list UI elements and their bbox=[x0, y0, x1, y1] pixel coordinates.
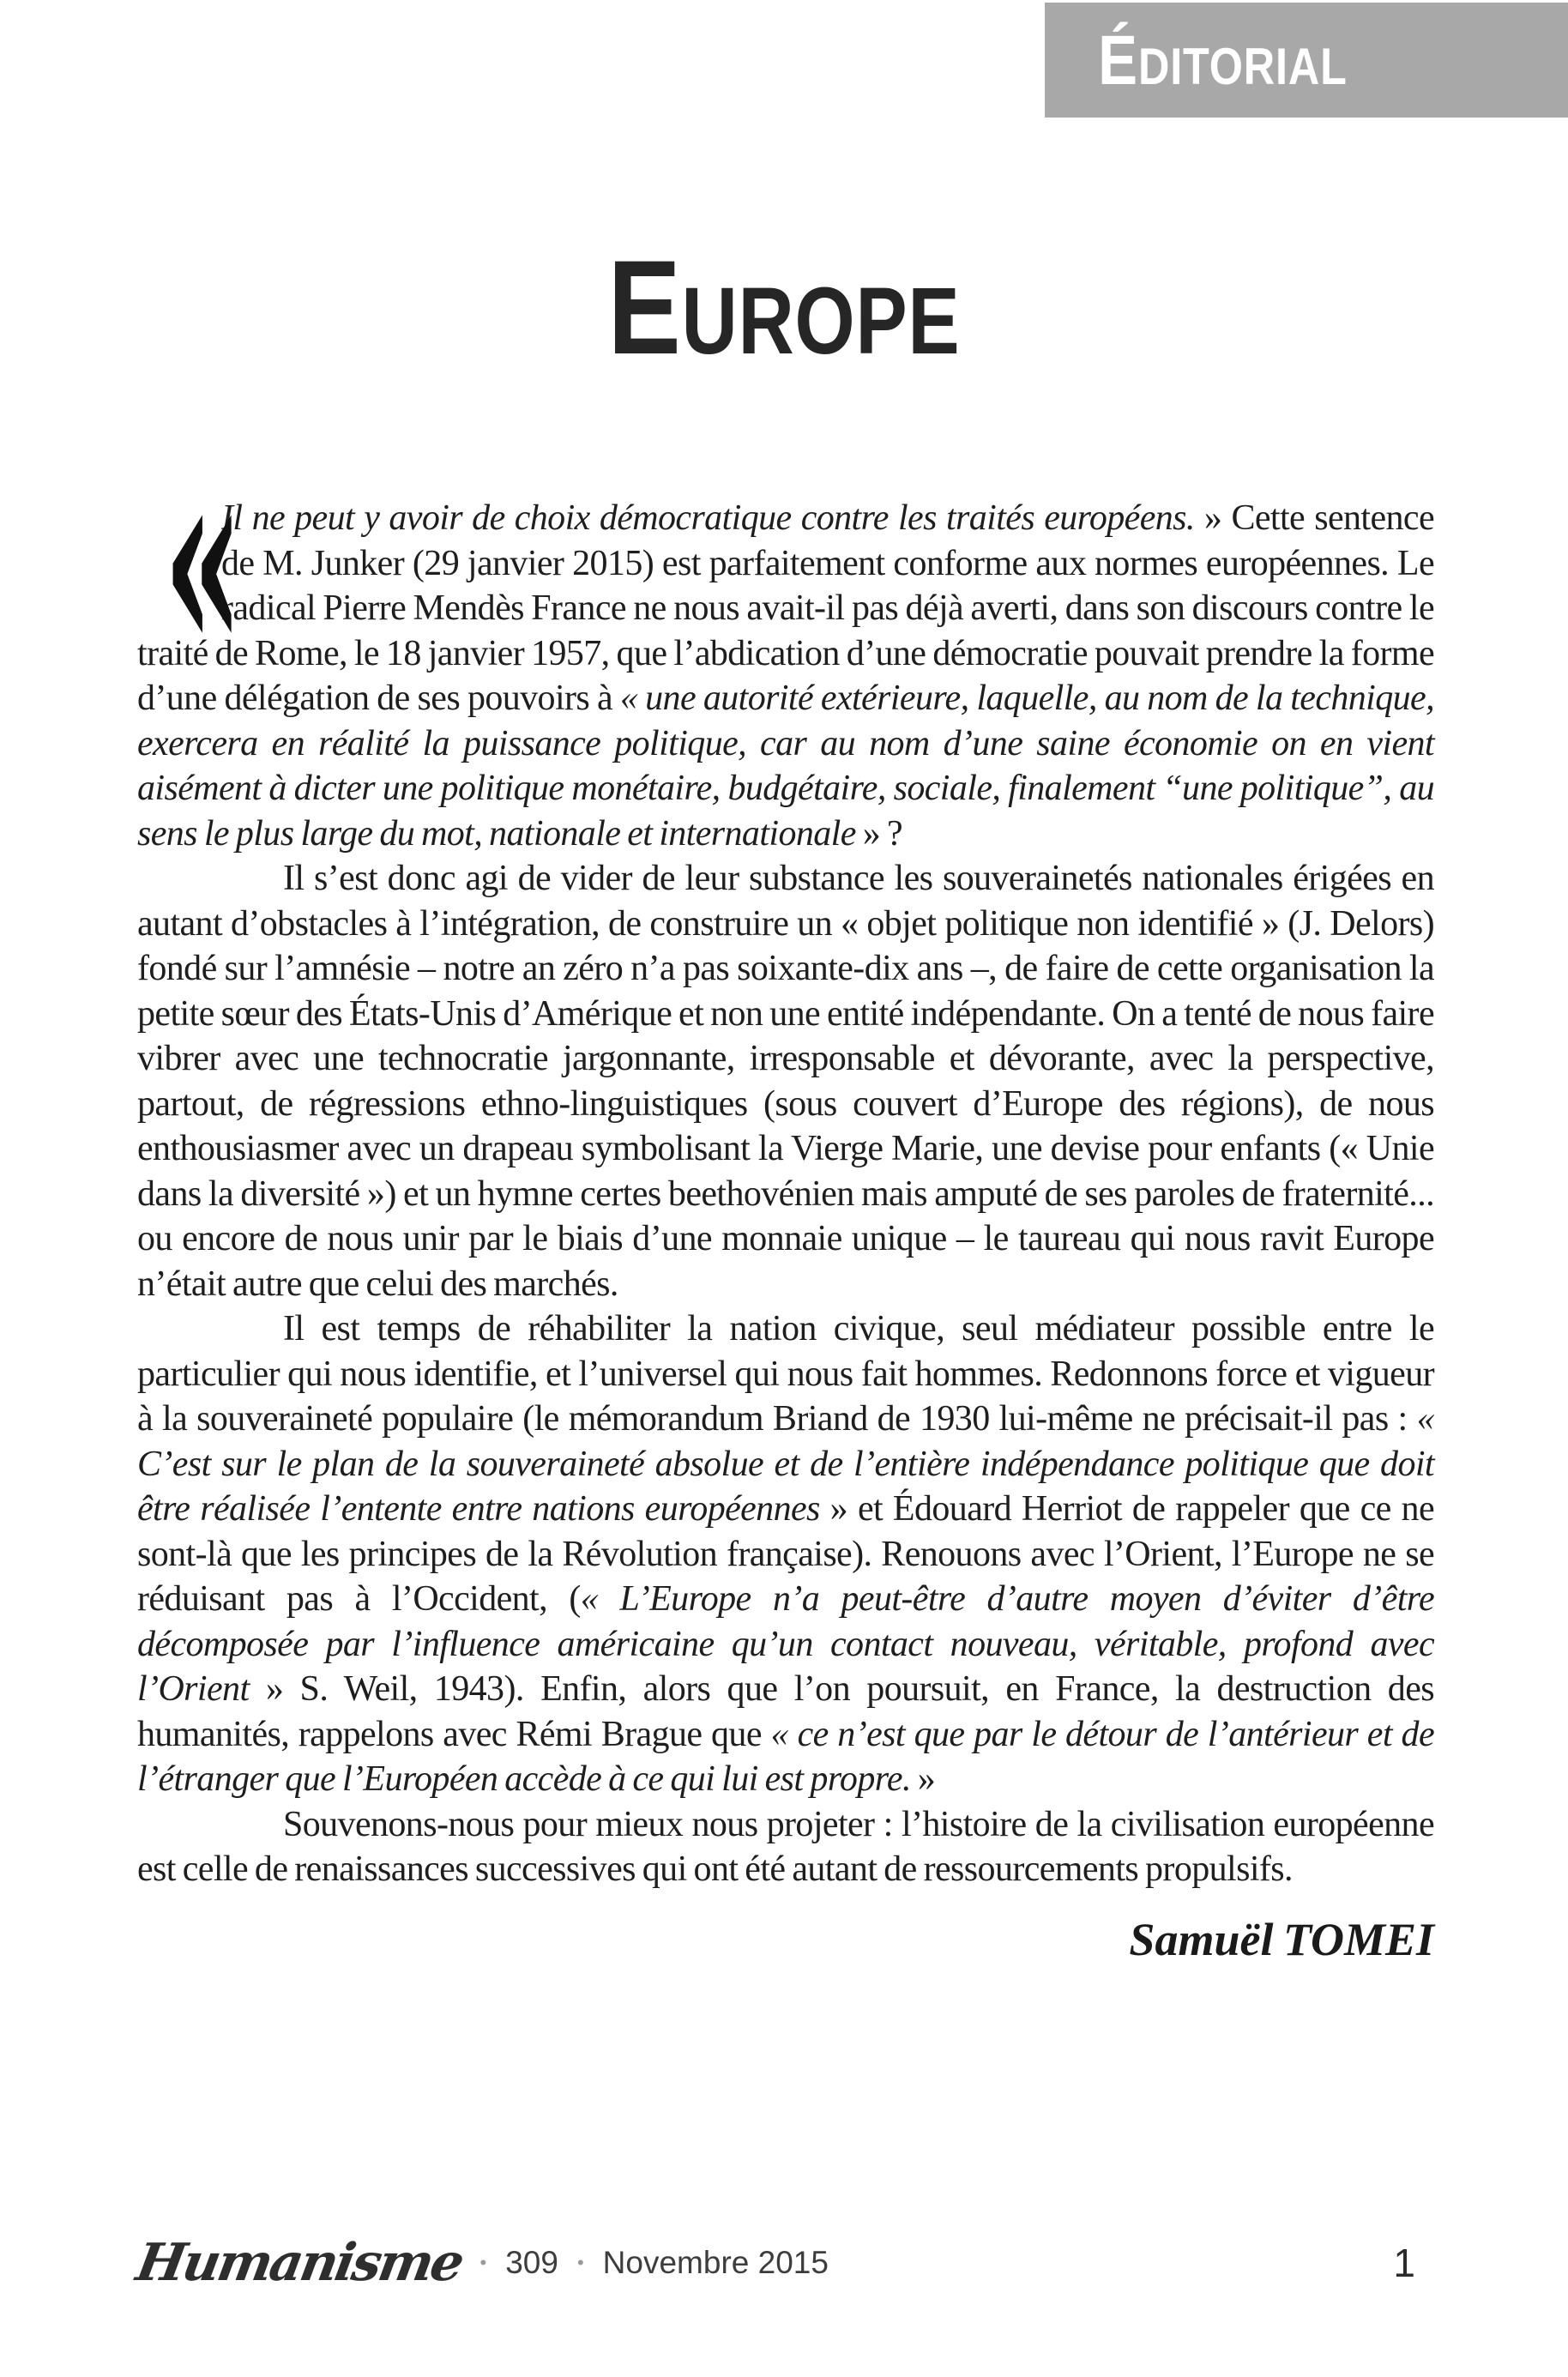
article-body bbox=[137, 407, 1434, 1965]
paragraph-3 bbox=[137, 1306, 1434, 1802]
author-signature: Samuël TOMEI bbox=[1129, 1913, 1434, 1965]
footer-separator-dot: • bbox=[479, 2252, 487, 2273]
text-segment: « une autorité extérieure, laquelle, au nom de la technique, exercera en réalité la puissance politique, car au nom d’une saine économie on en vient aisément à dicter une politique monétaire, budgétaire, sociale, finalement “une politique”, au sens le plus large du mot, nationale et internationale bbox=[137, 679, 1434, 854]
text-segment: « L’Europe n’a peut-être d’autre moyen d’éviter d’être décomposée par l’influence américaine qu’un contact nouveau, véritable, profond avec l’Orient bbox=[137, 1579, 1434, 1709]
footer-separator-dot: • bbox=[576, 2252, 584, 2273]
text-segment: Il ne peut y avoir de choix démocratique contre les traités européens. bbox=[221, 498, 1195, 538]
text-segment: » Cette sentence de M. Junker (29 janvier 2015) est parfaitement conforme aux normes européennes. Le radical Pierre Mendès France ne nous avait-il pas déjà averti, dans son discours contre le traité de Rome, le 18 janvier 1957, que l’abdication d’une démocratie pouvait prendre la forme d’une délégation de ses pouvoirs à bbox=[137, 498, 1434, 718]
text-segment: » et Édouard Herriot de rappeler que ce ne sont-là que les principes de la Révolution française). Renouons avec l’Orient, l’Europe ne se réduisant pas à l’Occident, ( bbox=[137, 1489, 1434, 1619]
text-segment: Souvenons-nous pour mieux nous projeter : l’histoire de la civilisation européenne est celle de renaissances successives qui ont été autant de ressourcements propulsifs. bbox=[137, 1804, 1434, 1889]
issue-number: 309 bbox=[505, 2245, 558, 2280]
guillemet-glyph: « bbox=[163, 407, 244, 710]
text-segment: » bbox=[910, 1759, 936, 1799]
editorial-label: ÉDITORIAL bbox=[1098, 21, 1348, 100]
footer-journal-info bbox=[131, 2233, 1393, 2293]
text-segment: Il est temps de réhabiliter la nation civique, seul médiateur possible entre le particulier qui nous identifie, et l’universel qui nous fait hommes. Redonnons force et vigueur à la souveraineté populaire (le mémorandum Briand de 1930 lui-même ne précisait-il pas : bbox=[137, 1309, 1434, 1439]
text-segment: Il s’est donc agi de vider de leur substance les souverainetés nationales érigées en autant d’obstacles à l’intégration, de construire un « objet politique non identifié » (J. Delors) fondé sur l’amnésie – notre an zéro n’a pas soixante-dix ans –, de faire de cette organisation la petite sœur des États-Unis d’Amérique et non une entité indépendante. On a tenté de nous faire vibrer avec une technocratie jargonnante, irresponsable et dévorante, avec la perspective, partout, de régressions ethno-linguistiques (sous couvert d’Europe des régions), de nous enthousiasmer avec un drapeau symbolisant la Vierge Marie, une devise pour enfants (« Unie dans la diversité ») et un hymne certes beethovénien mais amputé de ses paroles de fraternité... ou encore de nous unir par le biais d’une monnaie unique – le taureau qui nous ravit Europe n’était autre que celui des marchés. bbox=[137, 859, 1434, 1304]
paragraph-4 bbox=[137, 1802, 1434, 1892]
humanisme-logo: Humanisme bbox=[131, 2233, 467, 2293]
page-footer bbox=[131, 2233, 1434, 2293]
text-segment: « ce n’est que par le détour de l’antérieur et de l’étranger que l’Européen accède à ce qui lui est propre. bbox=[137, 1714, 1434, 1799]
paragraph-1 bbox=[137, 407, 1434, 856]
opening-quote-mark bbox=[137, 407, 244, 710]
text-segment: » S. Weil, 1943). Enfin, alors que l’on poursuit, en France, la destruction des humanités, rappelons avec Rémi Brague que bbox=[137, 1669, 1434, 1754]
text-segment: « C’est sur le plan de la souveraineté absolue et de l’entière indépendance politique que doit être réalisée l’entente entre nations européennes bbox=[137, 1399, 1434, 1529]
article-title: EUROPE bbox=[607, 233, 961, 383]
editorial-section-tab bbox=[1045, 3, 1568, 118]
paragraph-2 bbox=[137, 856, 1434, 1306]
issue-date: Novembre 2015 bbox=[602, 2245, 829, 2280]
text-segment: » ? bbox=[855, 813, 903, 854]
page-number: 1 bbox=[1393, 2241, 1415, 2285]
